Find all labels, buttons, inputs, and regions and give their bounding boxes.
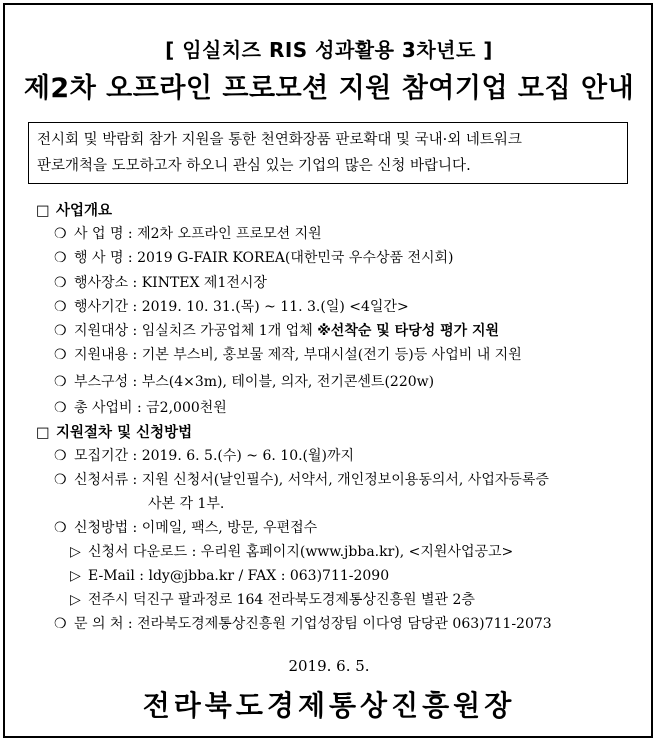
sub-list-item: ▷ E-Mail : ldy@jbba.kr / FAX : 063)711-2090 [70, 568, 390, 584]
list-item: ❍ 사 업 명 : 제2차 오프라인 프로모션 지원 [54, 226, 322, 242]
list-item: ❍ 문 의 처 : 전라북도경제통상진흥원 기업성장팀 이다영 담당관 063)711-2073 [54, 616, 552, 632]
circle-bullet-icon: ❍ [54, 347, 67, 363]
intro-line-2: 판로개척을 도모하고자 하오니 관심 있는 기업의 많은 신청 바랍니다. [37, 158, 471, 174]
triangle-bullet-icon: ▷ [70, 568, 81, 584]
circle-bullet-icon: ❍ [54, 299, 67, 315]
section-heading-procedure: □ 지원절차 및 신청방법 [36, 425, 193, 441]
list-item: ❍ 행사기간 : 2019. 10. 31.(목) ~ 11. 3.(일) <4일간> [54, 299, 409, 315]
sub-list-item: ▷ 신청서 다운로드 : 우리원 홈페이지(www.jbba.kr), <지원사업공고> [70, 544, 514, 560]
circle-bullet-icon: ❍ [54, 616, 67, 632]
document-subtitle: [ 임실치즈 RIS 성과활용 3차년도 ] [165, 38, 493, 62]
issue-date: 2019. 6. 5. [288, 657, 370, 675]
square-bullet-icon: □ [36, 203, 50, 219]
list-item: ❍ 부스구성 : 부스(4×3m), 테이블, 의자, 전기콘센트(220w) [54, 374, 435, 390]
square-bullet-icon: □ [36, 425, 50, 441]
intro-box [28, 122, 628, 184]
circle-bullet-icon: ❍ [54, 275, 67, 291]
list-item-continuation: 사본 각 1부. [148, 496, 225, 512]
list-item: ❍ 행 사 명 : 2019 G-FAIR KOREA(대한민국 우수상품 전시회) [54, 250, 454, 266]
circle-bullet-icon: ❍ [54, 226, 67, 242]
document-title: 제2차 오프라인 프로모션 지원 참여기업 모집 안내 [23, 73, 635, 104]
circle-bullet-icon: ❍ [54, 400, 67, 416]
list-item: ❍ 신청방법 : 이메일, 팩스, 방문, 우편접수 [54, 520, 318, 536]
list-item: ❍ 모집기간 : 2019. 6. 5.(수) ~ 6. 10.(월)까지 [54, 448, 355, 464]
list-item: ❍ 총 사업비 : 금2,000천원 [54, 400, 227, 416]
list-item: ❍ 지원대상 : 임실치즈 가공업체 1개 업체 ※선착순 및 타당성 평가 지원 [54, 323, 500, 339]
list-item: ❍ 지원내용 : 기본 부스비, 홍보물 제작, 부대시설(전기 등)등 사업비 내 지원 [54, 347, 522, 363]
circle-bullet-icon: ❍ [54, 250, 67, 266]
triangle-bullet-icon: ▷ [70, 544, 81, 560]
intro-line-1: 전시회 및 박람회 참가 지원을 통한 천연화장품 판로확대 및 국내·외 네트워크 [37, 132, 522, 148]
section-heading-overview: □ 사업개요 [36, 203, 113, 219]
circle-bullet-icon: ❍ [54, 520, 67, 536]
circle-bullet-icon: ❍ [54, 374, 67, 390]
list-item: ❍ 행사장소 : KINTEX 제1전시장 [54, 275, 267, 291]
sub-list-item: ▷ 전주시 덕진구 팔과정로 164 전라북도경제통상진흥원 별관 2층 [70, 592, 475, 608]
list-item: ❍ 신청서류 : 지원 신청서(날인필수), 서약서, 개인정보이용동의서, 사업자등록증 [54, 472, 549, 488]
circle-bullet-icon: ❍ [54, 323, 67, 339]
circle-bullet-icon: ❍ [54, 448, 67, 464]
issuer-signature: 전라북도경제통상진흥원장 [142, 689, 516, 722]
triangle-bullet-icon: ▷ [70, 592, 81, 608]
emphasis-note: ※선착순 및 타당성 평가 지원 [317, 323, 500, 339]
circle-bullet-icon: ❍ [54, 472, 67, 488]
